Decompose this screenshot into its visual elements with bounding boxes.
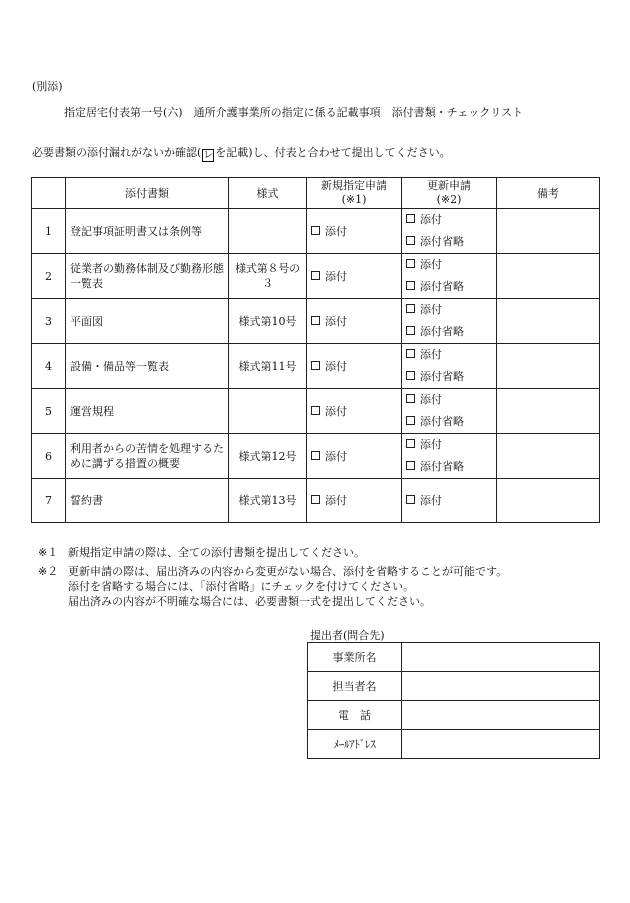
note-mark: ※１ xyxy=(38,546,59,559)
submitter-label: 提出者(問合先) xyxy=(310,629,385,642)
header-documents: 添付書類 xyxy=(66,178,229,209)
note-line: 届出済みの内容が不明確な場合には、必要書類一式を提出してください。 xyxy=(68,595,431,608)
new-attach-label: 添付 xyxy=(325,449,347,463)
row-document: 登記事項証明書又は条例等 xyxy=(66,209,229,254)
renew-omit-option[interactable] xyxy=(406,321,492,343)
phone-field[interactable] xyxy=(402,701,600,730)
new-attach-label: 添付 xyxy=(325,224,347,238)
contact-person-field[interactable] xyxy=(402,672,600,701)
renew-attach-checkbox[interactable] xyxy=(406,304,415,313)
row-new-cell xyxy=(307,209,402,254)
renew-omit-option[interactable] xyxy=(406,411,492,433)
submitter-field-label: 電 話 xyxy=(308,701,402,730)
renew-attach-label: 添付 xyxy=(420,438,442,451)
note-1 xyxy=(38,545,507,560)
renew-omit-option[interactable] xyxy=(406,456,492,478)
renew-omit-option[interactable] xyxy=(406,231,492,253)
new-attach-checkbox[interactable] xyxy=(311,361,320,370)
row-form: 様式第11号 xyxy=(229,344,307,389)
row-document: 誓約書 xyxy=(66,479,229,523)
row-new-cell xyxy=(307,479,402,523)
row-new-cell xyxy=(307,299,402,344)
row-document: 利用者からの苦情を処理するために講ずる措置の概要 xyxy=(66,434,229,479)
row-number: 2 xyxy=(32,254,66,299)
renew-omit-label: 添付省略 xyxy=(420,460,464,473)
renew-omit-checkbox[interactable] xyxy=(406,371,415,380)
new-attach-checkbox[interactable] xyxy=(311,316,320,325)
row-renew-cell xyxy=(402,209,497,254)
table-row xyxy=(32,479,600,523)
table-row xyxy=(32,434,600,479)
row-number: 5 xyxy=(32,389,66,434)
note-2 xyxy=(38,564,507,609)
renew-attach-label: 添付 xyxy=(420,213,442,226)
new-attach-checkbox[interactable] xyxy=(311,451,320,460)
renew-attach-label: 添付 xyxy=(420,393,442,406)
checklist-table xyxy=(31,177,600,523)
email-field[interactable] xyxy=(402,730,600,759)
renew-attach-checkbox[interactable] xyxy=(406,349,415,358)
row-remarks[interactable] xyxy=(497,209,600,254)
row-document: 設備・備品等一覧表 xyxy=(66,344,229,389)
row-new-cell xyxy=(307,344,402,389)
header-new-line1: 新規指定申請 xyxy=(321,179,387,192)
instruction-after: を記載)し、付表と合わせて提出してください。 xyxy=(215,146,451,159)
note-line: 新規指定申請の際は、全ての添付書類を提出してください。 xyxy=(68,546,365,559)
header-remarks: 備考 xyxy=(497,178,600,209)
row-form xyxy=(229,389,307,434)
renew-attach-option[interactable] xyxy=(406,299,492,321)
table-row xyxy=(32,299,600,344)
row-renew-cell xyxy=(402,479,497,523)
renew-omit-checkbox[interactable] xyxy=(406,236,415,245)
renew-omit-label: 添付省略 xyxy=(420,370,464,383)
renew-omit-label: 添付省略 xyxy=(420,280,464,293)
row-form: 様式第12号 xyxy=(229,434,307,479)
renew-attach-label: 添付 xyxy=(420,494,442,507)
renew-attach-checkbox[interactable] xyxy=(406,259,415,268)
row-number: 7 xyxy=(32,479,66,523)
renew-omit-checkbox[interactable] xyxy=(406,416,415,425)
renew-omit-checkbox[interactable] xyxy=(406,326,415,335)
header-num xyxy=(32,178,66,209)
note-line: 更新申請の際は、届出済みの内容から変更がない場合、添付を省略することが可能です。 xyxy=(68,565,508,578)
row-remarks[interactable] xyxy=(497,299,600,344)
notes-section xyxy=(38,545,507,613)
table-header-row xyxy=(32,178,600,209)
row-number: 4 xyxy=(32,344,66,389)
row-renew-cell xyxy=(402,299,497,344)
check-mark-box: レ xyxy=(203,150,214,161)
renew-attach-option[interactable] xyxy=(406,434,492,456)
row-form: 様式第８号の３ xyxy=(229,254,307,299)
renew-omit-label: 添付省略 xyxy=(420,415,464,428)
note-line: 添付を省略する場合には、「添付省略」にチェックを付けてください。 xyxy=(68,580,415,593)
submitter-row xyxy=(308,730,600,759)
new-attach-label: 添付 xyxy=(325,494,347,507)
header-renew-line2: (※2) xyxy=(436,193,462,206)
row-form xyxy=(229,209,307,254)
table-row xyxy=(32,254,600,299)
renew-attach-option[interactable] xyxy=(406,209,492,231)
instruction-before: 必要書類の添付漏れがないか確認 xyxy=(32,146,197,159)
new-attach-label: 添付 xyxy=(325,269,347,283)
row-document: 運営規程 xyxy=(66,389,229,434)
submitter-row xyxy=(308,701,600,730)
header-new-line2: (※1) xyxy=(341,193,367,206)
row-new-cell xyxy=(307,254,402,299)
new-attach-checkbox[interactable] xyxy=(311,406,320,415)
new-attach-label: 添付 xyxy=(325,404,347,418)
renew-attach-checkbox[interactable] xyxy=(406,214,415,223)
renew-attach-option[interactable] xyxy=(406,344,492,366)
row-form: 様式第13号 xyxy=(229,479,307,523)
row-form: 様式第10号 xyxy=(229,299,307,344)
row-new-cell xyxy=(307,434,402,479)
row-renew-cell xyxy=(402,434,497,479)
row-remarks[interactable] xyxy=(497,479,600,523)
header-renewal-application xyxy=(402,178,497,209)
row-renew-cell xyxy=(402,389,497,434)
submitter-table xyxy=(307,642,600,759)
submitter-field-label: 担当者名 xyxy=(308,672,402,701)
header-form: 様式 xyxy=(229,178,307,209)
renew-omit-checkbox[interactable] xyxy=(406,281,415,290)
renew-attach-checkbox[interactable] xyxy=(406,495,415,504)
row-number: 3 xyxy=(32,299,66,344)
renew-omit-option[interactable] xyxy=(406,366,492,388)
office-name-field[interactable] xyxy=(402,643,600,672)
row-remarks[interactable] xyxy=(497,344,600,389)
new-attach-checkbox[interactable] xyxy=(311,226,320,235)
renew-omit-label: 添付省略 xyxy=(420,235,464,248)
renew-attach-label: 添付 xyxy=(420,348,442,361)
table-row xyxy=(32,209,600,254)
renew-attach-label: 添付 xyxy=(420,303,442,316)
renew-attach-label: 添付 xyxy=(420,258,442,271)
table-row xyxy=(32,344,600,389)
new-attach-label: 添付 xyxy=(325,314,347,328)
instruction-text: 必要書類の添付漏れがないか確認( レ を記載)し、付表と合わせて提出してください。 xyxy=(32,146,451,161)
row-remarks[interactable] xyxy=(497,389,600,434)
row-new-cell xyxy=(307,389,402,434)
renew-attach-checkbox[interactable] xyxy=(406,394,415,403)
page-title: 指定居宅付表第一号(六) 通所介護事業所の指定に係る記載事項 添付書類・チェックリスト xyxy=(64,106,524,119)
new-attach-checkbox[interactable] xyxy=(311,271,320,280)
renew-attach-option[interactable] xyxy=(406,389,492,411)
row-number: 1 xyxy=(32,209,66,254)
row-renew-cell xyxy=(402,344,497,389)
header-new-application xyxy=(307,178,402,209)
new-attach-label: 添付 xyxy=(325,359,347,373)
row-remarks[interactable] xyxy=(497,254,600,299)
annex-label: (別添) xyxy=(32,80,63,93)
renew-attach-checkbox[interactable] xyxy=(406,439,415,448)
renew-attach-option[interactable] xyxy=(406,254,492,276)
row-number: 6 xyxy=(32,434,66,479)
header-renew-line1: 更新申請 xyxy=(427,179,471,192)
row-document: 平面図 xyxy=(66,299,229,344)
table-row xyxy=(32,389,600,434)
renew-omit-option[interactable] xyxy=(406,276,492,298)
renew-omit-label: 添付省略 xyxy=(420,325,464,338)
submitter-row xyxy=(308,672,600,701)
renew-omit-checkbox[interactable] xyxy=(406,461,415,470)
submitter-row xyxy=(308,643,600,672)
row-document: 従業者の勤務体制及び勤務形態一覧表 xyxy=(66,254,229,299)
note-mark: ※２ xyxy=(38,565,59,578)
submitter-field-label: 事業所名 xyxy=(308,643,402,672)
submitter-field-label: ﾒｰﾙｱﾄﾞﾚｽ xyxy=(308,730,402,759)
new-attach-checkbox[interactable] xyxy=(311,495,320,504)
row-renew-cell xyxy=(402,254,497,299)
row-remarks[interactable] xyxy=(497,434,600,479)
